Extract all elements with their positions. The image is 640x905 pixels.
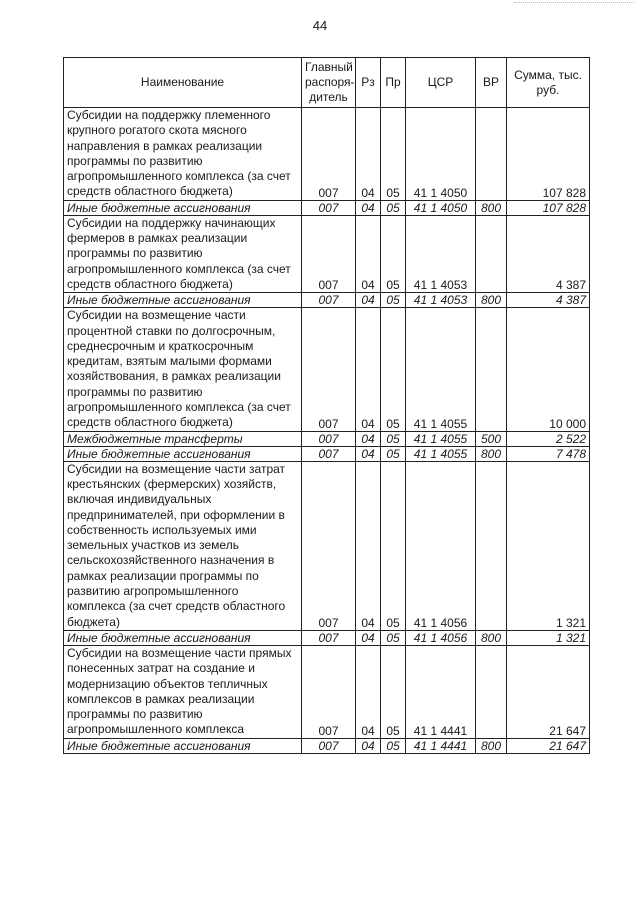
cell-csr: 41 1 4053 [406, 293, 476, 308]
cell-pr: 05 [381, 200, 406, 215]
header-vr: ВР [476, 58, 507, 108]
table-subrow [64, 200, 590, 215]
table-row [64, 108, 590, 201]
cell-manager: 007 [302, 200, 356, 215]
cell-manager: 007 [302, 308, 356, 431]
cell-name: Субсидии на возмещение части затрат крестьянских (фермерских) хозяйств, включая индивидуальных предпринимателей, при оформлении в собственность используемых ими земельных участков из земель сельскохозяйственного назначения в рамках реализации программы по развитию агропромышленного комплекса (за счет средств областного бюджета) [64, 461, 302, 630]
cell-csr: 41 1 4441 [406, 645, 476, 738]
cell-csr: 41 1 4056 [406, 461, 476, 630]
cell-manager: 007 [302, 293, 356, 308]
cell-manager: 007 [302, 108, 356, 201]
cell-sum: 1 321 [507, 461, 590, 630]
table-row [64, 461, 590, 630]
cell-rz: 04 [356, 461, 381, 630]
cell-name: Иные бюджетные ассигнования [64, 630, 302, 645]
header-rz: Рз [356, 58, 381, 108]
header-manager: Главный распоря-дитель [302, 58, 356, 108]
cell-vr [476, 461, 507, 630]
header-sum: Сумма, тыс. руб. [507, 58, 590, 108]
cell-pr: 05 [381, 446, 406, 461]
cell-vr: 800 [476, 630, 507, 645]
cell-sum: 2 522 [507, 431, 590, 446]
page-number: 44 [312, 18, 328, 33]
table-row [64, 645, 590, 738]
cell-name: Субсидии на поддержку племенного крупного рогатого скота мясного направления в рамках реализации программы по развитию агропромышленного комплекса (за счет средств областного бюджета) [64, 108, 302, 201]
cell-manager: 007 [302, 461, 356, 630]
table-subrow [64, 293, 590, 308]
cell-rz: 04 [356, 293, 381, 308]
cell-name: Иные бюджетные ассигнования [64, 293, 302, 308]
cell-name: Иные бюджетные ассигнования [64, 738, 302, 753]
cell-csr: 41 1 4055 [406, 446, 476, 461]
cell-vr [476, 215, 507, 292]
cell-name: Субсидии на возмещение части процентной ставки по долгосрочным, среднесрочным и краткосрочным кредитам, взятым малыми формами хозяйствования, в рамках реализации программы по развитию агропромышленного комплекса (за счет средств областного бюджета) [64, 308, 302, 431]
cell-vr: 800 [476, 293, 507, 308]
cell-csr: 41 1 4055 [406, 431, 476, 446]
cell-name: Субсидии на поддержку начинающих фермеров в рамках реализации программы по развитию агропромышленного комплекса (за счет средств областного бюджета) [64, 215, 302, 292]
cell-sum: 21 647 [507, 645, 590, 738]
cell-rz: 04 [356, 446, 381, 461]
cell-name: Иные бюджетные ассигнования [64, 200, 302, 215]
cell-rz: 04 [356, 215, 381, 292]
top-edge-mark [514, 2, 634, 7]
cell-csr: 41 1 4055 [406, 308, 476, 431]
cell-vr: 800 [476, 738, 507, 753]
header-name: Наименование [64, 58, 302, 108]
cell-sum: 4 387 [507, 293, 590, 308]
cell-sum: 10 000 [507, 308, 590, 431]
cell-sum: 4 387 [507, 215, 590, 292]
cell-manager: 007 [302, 446, 356, 461]
table-row [64, 308, 590, 431]
table-subrow [64, 431, 590, 446]
cell-name: Иные бюджетные ассигнования [64, 446, 302, 461]
table-body [64, 108, 590, 754]
table-subrow [64, 446, 590, 461]
cell-csr: 41 1 4053 [406, 215, 476, 292]
cell-pr: 05 [381, 645, 406, 738]
cell-name: Межбюджетные трансферты [64, 431, 302, 446]
cell-rz: 04 [356, 630, 381, 645]
cell-rz: 04 [356, 645, 381, 738]
cell-rz: 04 [356, 308, 381, 431]
cell-manager: 007 [302, 215, 356, 292]
cell-sum: 107 828 [507, 200, 590, 215]
cell-sum: 7 478 [507, 446, 590, 461]
cell-rz: 04 [356, 200, 381, 215]
cell-manager: 007 [302, 630, 356, 645]
cell-manager: 007 [302, 645, 356, 738]
cell-sum: 107 828 [507, 108, 590, 201]
cell-sum: 21 647 [507, 738, 590, 753]
cell-pr: 05 [381, 431, 406, 446]
cell-name: Субсидии на возмещение части прямых понесенных затрат на создание и модернизацию объектов тепличных комплексов в рамках реализации программы по развитию агропромышленного комплекса [64, 645, 302, 738]
cell-pr: 05 [381, 461, 406, 630]
cell-vr [476, 108, 507, 201]
cell-pr: 05 [381, 215, 406, 292]
cell-vr: 800 [476, 200, 507, 215]
cell-pr: 05 [381, 630, 406, 645]
cell-csr: 41 1 4441 [406, 738, 476, 753]
cell-sum: 1 321 [507, 630, 590, 645]
cell-rz: 04 [356, 431, 381, 446]
cell-csr: 41 1 4050 [406, 200, 476, 215]
header-csr: ЦСР [406, 58, 476, 108]
cell-csr: 41 1 4050 [406, 108, 476, 201]
cell-pr: 05 [381, 738, 406, 753]
budget-table [63, 57, 590, 754]
cell-vr: 500 [476, 431, 507, 446]
cell-csr: 41 1 4056 [406, 630, 476, 645]
header-pr: Пр [381, 58, 406, 108]
table-subrow [64, 738, 590, 753]
cell-vr [476, 645, 507, 738]
cell-vr [476, 308, 507, 431]
table-subrow [64, 630, 590, 645]
table-row [64, 215, 590, 292]
cell-pr: 05 [381, 293, 406, 308]
cell-pr: 05 [381, 108, 406, 201]
cell-manager: 007 [302, 738, 356, 753]
cell-manager: 007 [302, 431, 356, 446]
table-header-row [64, 58, 590, 108]
cell-rz: 04 [356, 738, 381, 753]
cell-vr: 800 [476, 446, 507, 461]
cell-rz: 04 [356, 108, 381, 201]
cell-pr: 05 [381, 308, 406, 431]
